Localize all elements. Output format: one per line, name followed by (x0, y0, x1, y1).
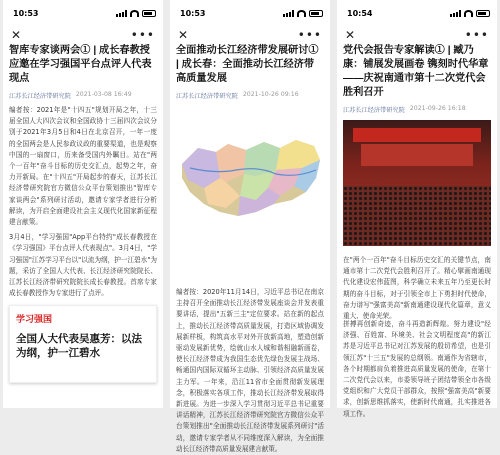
status-bar (3, 0, 163, 26)
nav-bar (170, 26, 330, 44)
close-icon[interactable]: ✕ (11, 28, 22, 42)
article-paragraph: 编者按：2020年11月14日，习近平总书记在南京主持召开全面推动长江经济带发展座谈会并发表重要讲话，提出"五新三主"定位要求。站在新的起点上，推动长江经济带高质量发展，打造区域协调发展新样板，构筑高水平对外开放新高地，塑造创新驱动发展新优势，绘就山水人城和谐相融新画卷，使长江经济带成为我国生态优先绿色发展主战场、畅通国内国际双循环主动脉、引领经济高质量发展主力军。一年来，沿江11省市全面贯彻新发展理念，积极落实各项工作，推动长江经济带发展取得新进展。为进一步深入学习贯彻习近平总书记重要讲话精神，江苏长江经济带研究院官方微信公众平台策划推出"全面推动长江经济带发展系列研讨"活动，邀请专家学者从不同维度深入解读，为全面推动长江经济带高质量发展建言献策。 (176, 288, 324, 453)
status-icons (450, 10, 490, 17)
wifi-icon (297, 10, 306, 17)
wifi-icon (464, 10, 473, 17)
battery-icon (476, 10, 490, 17)
more-options-icon[interactable]: ••• (464, 28, 489, 42)
xuexi-logo: 学习强国 (16, 314, 53, 325)
phone-screenshot-3 (337, 0, 497, 418)
nav-bar (3, 26, 163, 44)
video-title: 全国人大代表吴惠芳：以法为纲，护一江碧水 (16, 334, 142, 360)
close-icon[interactable]: ✕ (345, 28, 356, 42)
account-name-link[interactable]: 江苏长江经济带研究院 (9, 93, 71, 100)
close-icon[interactable]: ✕ (178, 28, 189, 42)
account-name-link[interactable]: 江苏长江经济带研究院 (343, 107, 405, 114)
status-time: 10:54 (347, 8, 373, 18)
article-title: 智库专家谈两会① | 成长春教授应邀在学习强国平台点评人代表现点 (9, 45, 152, 84)
article-paragraph: 在"两个一百年"奋斗目标历史交汇的关键节点，南通市第十二次党代会胜利召开了。精心擘画南通现代化建设宏伟蓝图，科学确立未来五年乃至更长时期的奋斗目标，对于引领全市上下勇担时代使命，奋力谱写"强富美高"新南通建设现代化篇章，意义重大、使命光荣。 (343, 256, 491, 321)
phone-screenshot-2 (170, 0, 330, 453)
status-bar (337, 0, 497, 26)
battery-icon (309, 10, 323, 17)
phone-screenshot-1 (3, 0, 163, 408)
account-name-link[interactable]: 江苏长江经济带研究院 (176, 93, 238, 100)
photo-banner (353, 128, 481, 142)
embedded-video-card[interactable] (9, 305, 157, 383)
status-icons (283, 10, 323, 17)
article-paragraph: 3月4日，"学习强国"App平台特约"成长春教授在《学习强国》平台点评人代表现点"。3月4日，"学习强国"江苏学习平台以"以流为纲，护一江碧水"为题，采访了全国人大代表、长江经济研究院院长、江苏长江经济带研究院院长成长春教授。首席专家成长春教授作为专家进行了点评。 (9, 233, 157, 298)
photo-stage (361, 144, 473, 166)
status-time: 10:53 (13, 8, 39, 18)
yangtze-economic-belt-map (176, 108, 324, 284)
publish-date: 2021-09-26 16:18 (409, 105, 466, 112)
publish-date: 2021-03-08 16:49 (75, 91, 132, 98)
status-time: 10:53 (180, 8, 206, 18)
photo-audience (343, 186, 491, 246)
article-paragraph: 拼搏再创新奇迹，奋斗再造新辉煌。努力建设"经济强、百姓富、环境美、社会文明程度高"的新江苏是习近平总书记对江苏发展的殷切希望，也是引领江苏"十三五"发展的总纲领。南通作为省辖市，各个时期都肩负着推进高质量发展的使命，在第十二次党代会以来，市委领导班子团结带领全市各级党组织和广大党员干部群众，按照"强富美高"新要求，创新思维抓落实，使新时代南通，扎实推进各项工作。 (343, 320, 491, 418)
signal-icon (450, 10, 461, 17)
more-options-icon[interactable]: ••• (130, 28, 155, 42)
map-illustration (176, 108, 324, 284)
article-title: 全面推动长江经济带发展研讨① | 成长春：全面推动长江经济带高质量发展 (176, 45, 319, 84)
more-options-icon[interactable]: ••• (297, 28, 322, 42)
publish-date: 2021-10-26 09:16 (242, 91, 299, 98)
nav-bar (337, 26, 497, 44)
status-icons (116, 10, 156, 17)
article-body (337, 252, 497, 420)
battery-icon (142, 10, 156, 17)
status-bar (170, 0, 330, 26)
signal-icon (116, 10, 127, 17)
congress-hall-photo (343, 120, 491, 246)
signal-icon (283, 10, 294, 17)
article-meta (3, 86, 163, 102)
article-title: 党代会报告专家解读① | 臧乃康：铺展发展画卷 镌刻时代华章——庆祝南通市第十二次党代会胜利召开 (343, 45, 489, 98)
article-body (170, 284, 330, 453)
article-meta (337, 100, 497, 116)
wifi-icon (130, 10, 139, 17)
article-body (3, 102, 163, 299)
article-paragraph: 编者按：2021年是"十四五"规划开局之年，十三届全国人大四次会议和全国政协十三届四次会议分别于2021年3月5日和4日在北京召开，一年一度的全国两会是人民参政议政的重要渠道，也是观察中国的一扇窗口，历来备受国内外瞩目。站在"两个一百年"奋斗目标的历史交汇点，起势之年，奋力开新局。在"十四五"开局起步的春天，江苏长江经济带研究院官方微信公众平台策划推出"智库专家谈两会"系列研讨活动，邀请专家学者进行分析解读，为开启全面建设社会主义现代化国家新征程建言献策。 (9, 106, 157, 227)
article-meta (170, 86, 330, 102)
